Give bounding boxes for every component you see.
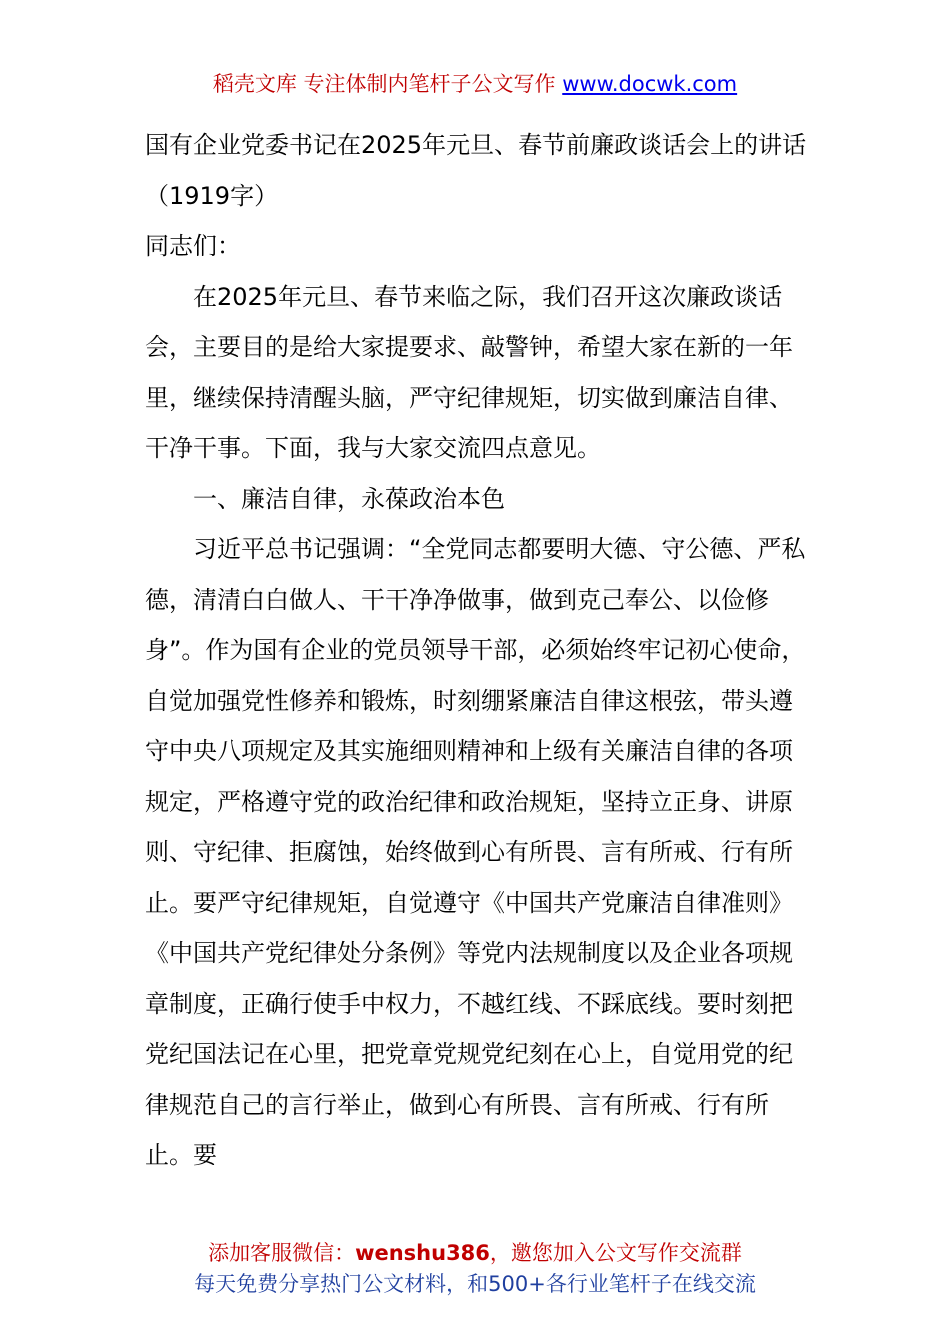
footer-suffix: ，邀您加入公文写作交流群 [489,1241,742,1265]
wechat-id: wenshu386 [355,1241,490,1265]
footer-promo-line: 每天免费分享热门公文材料，和500+各行业笔杆子在线交流 [194,1272,756,1296]
document-body [145,120,810,1181]
brand-text: 稻壳文库 专注体制内笔杆子公文写作 [212,72,556,96]
footer-contact-line [0,1238,950,1269]
section-heading: 一、廉洁自律，永葆政治本色 [193,484,505,513]
intro-paragraph: 在2025年元旦、春节来临之际，我们召开这次廉政谈话会，主要目的是给大家提要求、敲警钟，希望大家在新的一年里，继续保持清醒头脑，严守纪律规矩，切实做到廉洁自律、干净干事。下面，我与大家交流四点意见。 [145,282,793,462]
section-paragraph: 习近平总书记强调：“全党同志都要明大德、守公德、严私德，清清白白做人、干干净净做事，做到克己奉公、以俭修身”。作为国有企业的党员领导干部，必须始终牢记初心使命，自觉加强党性修养和锻炼，时刻绷紧廉洁自律这根弦，带头遵守中央八项规定及其实施细则精神和上级有关廉洁自律的各项规定，严格遵守党的政治纪律和政治规矩，坚持立正身、讲原则、守纪律、拒腐蚀，始终做到心有所畏、言有所戒、行有所止。要严守纪律规矩，自觉遵守《中国共产党廉洁自律准则》《中国共产党纪律处分条例》等党内法规制度以及企业各项规章制度，正确行使手中权力，不越红线、不踩底线。要时刻把党纪国法记在心里，把党章党规党纪刻在心上，自觉用党的纪律规范自己的言行举止，做到心有所畏、言有所戒、行有所止。要 [145,535,806,1169]
website-link[interactable]: www.docwk.com [562,72,738,96]
page-header [0,68,950,100]
document-title: 国有企业党委书记在2025年元旦、春节前廉政谈话会上的讲话（1919字） [145,131,807,210]
page-footer [0,1238,950,1300]
footer-prefix: 添加客服微信： [208,1241,356,1265]
salutation: 同志们： [145,232,241,260]
